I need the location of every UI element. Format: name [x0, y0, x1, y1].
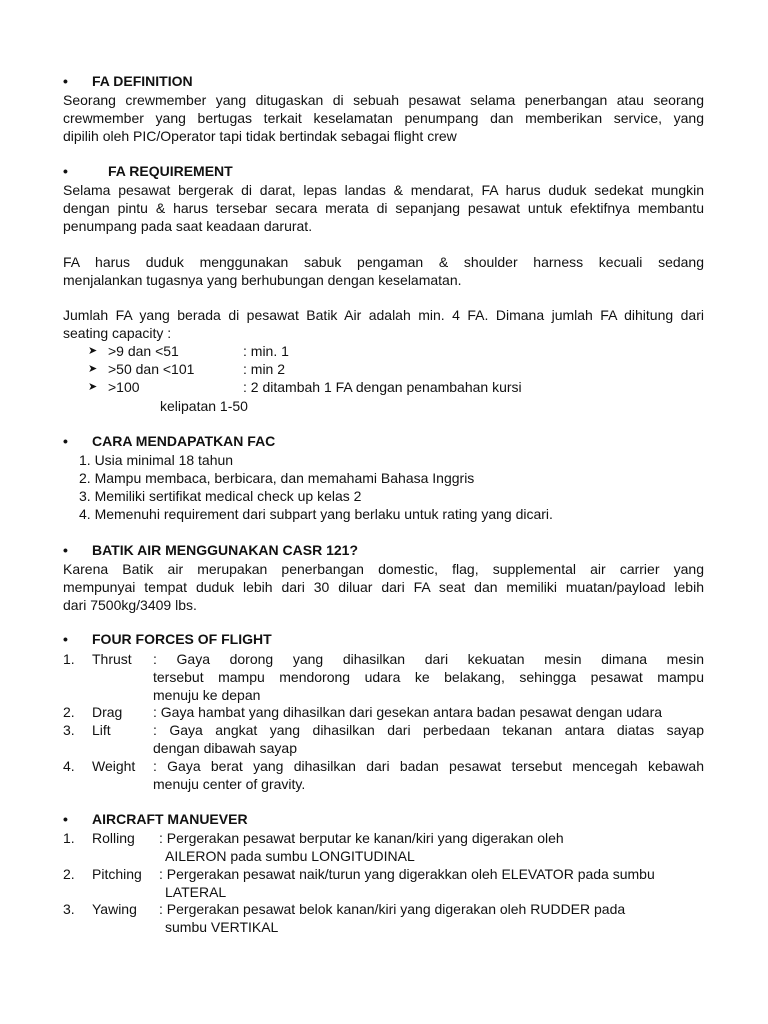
paragraph-line: dipilih oleh PIC/Operator tapi tidak bertindak sebagai flight crew: [63, 128, 457, 144]
list-definition-line: AILERON pada sumbu LONGITUDINAL: [165, 848, 415, 864]
paragraph-line: crewmember yang bertugas terkait keselamatan penumpang dan memberikan service, yang: [63, 110, 704, 126]
list-definition-line: : Gaya berat yang dihasilkan dari badan pesawat tersebut mencegah kebawah: [153, 758, 704, 774]
list-number: 1.: [63, 830, 75, 846]
list-number: 4.: [63, 758, 75, 774]
list-number: 2.: [63, 704, 75, 720]
paragraph-line: dengan pintu & harus tersebar secara merata di sepanjang pesawat untuk efektifnya membantu: [63, 200, 704, 216]
list-number: 1.: [63, 651, 75, 667]
list-term: Yawing: [92, 901, 137, 917]
capacity-value: : min 2: [243, 361, 286, 377]
section-heading-cara-fac: • CARA MENDAPATKAN FAC: [63, 433, 276, 449]
list-item: 4. Memenuhi requirement dari subpart yang berlaku untuk rating yang dicari.: [79, 506, 553, 522]
paragraph-line: Karena Batik air merupakan penerbangan domestic, flag, supplemental air carrier yang: [63, 561, 704, 577]
list-term: Pitching: [92, 866, 142, 882]
list-definition-line: dengan dibawah sayap: [153, 740, 298, 756]
bullet-dot-icon: •: [63, 73, 68, 89]
section-heading-casr: • BATIK AIR MENGGUNAKAN CASR 121?: [63, 542, 359, 558]
arrowhead-bullet-icon: ➤: [88, 345, 98, 357]
list-item: 2. Mampu membaca, berbicara, dan memahami Bahasa Inggris: [79, 470, 475, 486]
list-number: 3.: [63, 901, 75, 917]
capacity-continuation: kelipatan 1-50: [160, 398, 248, 414]
paragraph-line: FA harus duduk menggunakan sabuk pengaman & shoulder harness kecuali sedang: [63, 254, 704, 270]
capacity-range: >50 dan <101: [108, 361, 195, 377]
bullet-dot-icon: •: [63, 631, 68, 647]
list-definition-line: menuju center of gravity.: [153, 776, 306, 792]
list-definition-line: : Pergerakan pesawat belok kanan/kiri yang digerakan oleh RUDDER pada: [159, 901, 626, 917]
paragraph-line: Selama pesawat bergerak di darat, lepas landas & mendarat, FA harus duduk sedekat mungkin: [63, 182, 704, 198]
list-term: Weight: [92, 758, 136, 774]
list-item: 1. Usia minimal 18 tahun: [79, 452, 234, 468]
list-definition-line: : Gaya angkat yang dihasilkan dari perbedaan tekanan antara diatas sayap: [153, 722, 704, 738]
paragraph-line: menjalankan tugasnya yang berhubungan dengan keselamatan.: [63, 272, 462, 288]
arrowhead-bullet-icon: ➤: [88, 363, 98, 375]
paragraph-line: mempunyai tempat duduk lebih dari 30 diluar dari FA seat dan memiliki muatan/payload lebih: [63, 579, 704, 595]
bullet-dot-icon: •: [63, 163, 68, 179]
bullet-dot-icon: •: [63, 811, 68, 827]
capacity-range: >100: [108, 379, 140, 395]
list-definition-line: tersebut mampu mendorong udara ke belakang, sehingga pesawat mampu: [153, 669, 704, 685]
paragraph-line: dari 7500kg/3409 lbs.: [63, 597, 197, 613]
paragraph-line: Jumlah FA yang berada di pesawat Batik Air adalah min. 4 FA. Dimana jumlah FA dihitung dari: [63, 307, 704, 323]
section-heading-forces: • FOUR FORCES OF FLIGHT: [63, 631, 272, 647]
list-number: 2.: [63, 866, 75, 882]
list-term: Drag: [92, 704, 123, 720]
list-term: Rolling: [92, 830, 135, 846]
list-definition-line: : Gaya hambat yang dihasilkan dari gesekan antara badan pesawat dengan udara: [153, 704, 663, 720]
list-definition-line: : Pergerakan pesawat naik/turun yang digerakkan oleh ELEVATOR pada sumbu: [159, 866, 655, 882]
paragraph-line: penumpang pada saat keadaan darurat.: [63, 218, 313, 234]
list-definition-line: : Gaya dorong yang dihasilkan dari kekuatan mesin dimana mesin: [153, 651, 704, 667]
paragraph-line: seating capacity :: [63, 325, 172, 341]
bullet-dot-icon: •: [63, 433, 68, 449]
section-heading-maneuver: • AIRCRAFT MANUEVER: [63, 811, 248, 827]
list-term: Lift: [92, 722, 111, 738]
list-number: 3.: [63, 722, 75, 738]
section-heading-fa-definition: • FA DEFINITION: [63, 73, 193, 89]
section-heading-fa-requirement: • FA REQUIREMENT: [63, 163, 233, 179]
arrowhead-bullet-icon: ➤: [88, 381, 98, 393]
list-definition-line: sumbu VERTIKAL: [165, 919, 279, 935]
list-item: 3. Memiliki sertifikat medical check up kelas 2: [79, 488, 362, 504]
list-definition-line: menuju ke depan: [153, 687, 261, 703]
capacity-value: : min. 1: [243, 343, 289, 359]
list-definition-line: : Pergerakan pesawat berputar ke kanan/kiri yang digerakan oleh: [159, 830, 564, 846]
list-definition-line: LATERAL: [165, 884, 227, 900]
capacity-value: : 2 ditambah 1 FA dengan penambahan kursi: [243, 379, 522, 395]
list-term: Thrust: [92, 651, 132, 667]
paragraph-line: Seorang crewmember yang ditugaskan di sebuah pesawat selama penerbangan atau seorang: [63, 92, 704, 108]
bullet-dot-icon: •: [63, 542, 68, 558]
capacity-range: >9 dan <51: [108, 343, 179, 359]
